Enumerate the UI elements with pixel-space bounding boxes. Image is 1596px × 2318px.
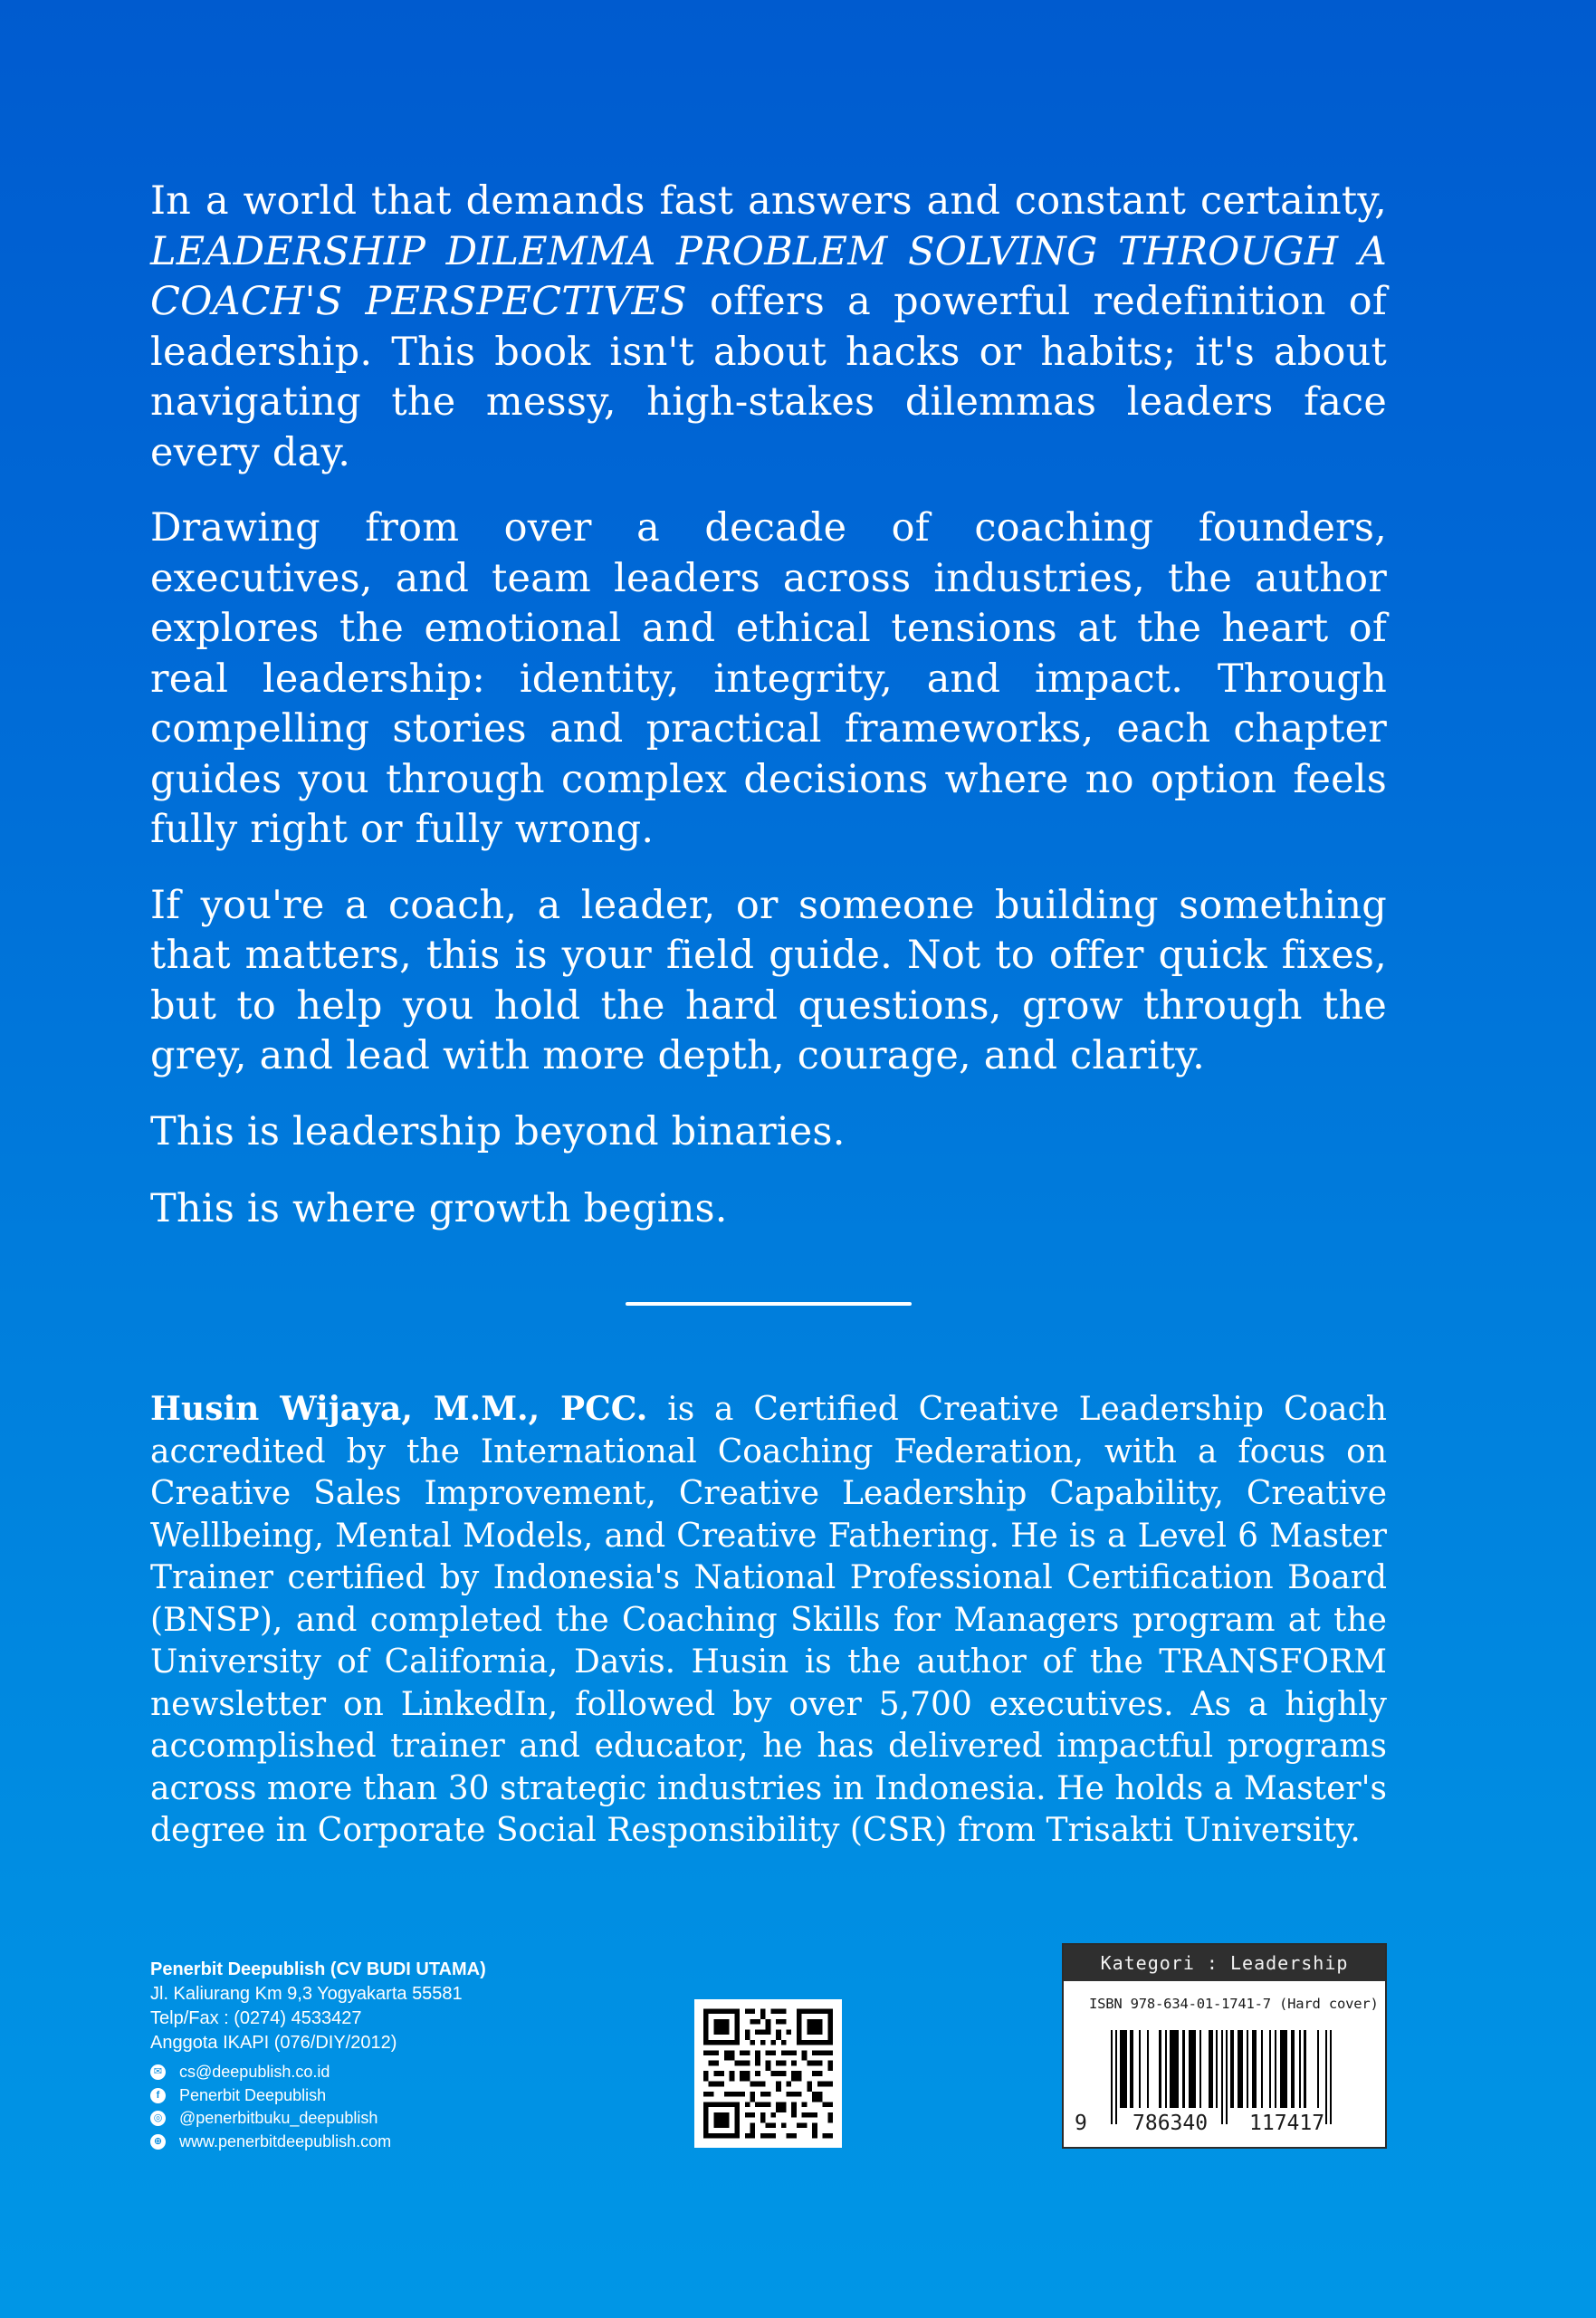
isbn-barcode-box [1062, 1943, 1387, 2149]
publisher-address: Jl. Kaliurang Km 9,3 Yogyakarta 55581 [150, 1984, 463, 2004]
facebook-icon: f [150, 2088, 166, 2103]
contact-website-text: www.penerbitdeepublish.com [179, 2131, 392, 2150]
barcode-icon [1111, 2030, 1346, 2124]
barcode-digit-first: 9 [1075, 2112, 1087, 2135]
blurb-paragraph-2: Drawing from over a decade of coaching founders, executives, and team leaders across industries, the author explores the emotional and ethical tensions at the heart of real leadership: identity, integrity, and impact. Through compelling stories and practical frameworks, each chapter guides you through complex decisions where no option feels fully right or fully wrong. [150, 505, 1387, 852]
instagram-icon: ◎ [150, 2111, 166, 2126]
contact-facebook[interactable] [150, 2084, 486, 2108]
contact-instagram-text: @penerbitbuku_deepublish [179, 2109, 378, 2128]
publisher-contacts [150, 2061, 486, 2153]
email-icon: ✉ [150, 2064, 166, 2080]
contact-email-text: cs@deepublish.co.id [179, 2063, 330, 2082]
blurb-tagline-1: This is leadership beyond binaries. [150, 1108, 846, 1154]
contact-email[interactable] [150, 2061, 486, 2084]
publisher-phone: Telp/Fax : (0274) 4533427 [150, 2008, 362, 2028]
qr-code-icon [703, 2008, 833, 2139]
publisher-name: Penerbit Deepublish (CV BUDI UTAMA) [150, 1959, 486, 1979]
publisher-membership: Anggota IKAPI (076/DIY/2012) [150, 2033, 397, 2053]
barcode-digits-right: 117417 [1249, 2112, 1325, 2135]
blurb-tagline-2: This is where growth begins. [150, 1186, 728, 1231]
isbn-number: ISBN 978-634-01-1741-7 (Hard cover) [1089, 1996, 1379, 2012]
blurb-rest-text: offers a powerful redefinition of leadership. This book isn't about hacks or habits; it's about navigating the messy, high-stakes dilemmas leaders face every day. [150, 279, 1387, 475]
contact-instagram[interactable] [150, 2107, 486, 2131]
blurb-intro-text: In a world that demands fast answers and constant certainty, [150, 178, 1387, 224]
publisher-info [150, 1958, 486, 2153]
globe-icon: ⊕ [150, 2134, 166, 2150]
barcode-digits-left: 786340 [1132, 2112, 1209, 2135]
category-label: Kategori : Leadership [1064, 1945, 1385, 1981]
blurb-paragraph-3: If you're a coach, a leader, or someone building something that matters, this is your field guide. Not to offer quick fixes, but to help you hold the hard questions, grow through the grey, and lead with more depth, courage, and clarity. [150, 882, 1387, 1078]
contact-website[interactable] [150, 2131, 486, 2154]
blurb-paragraph-1 [150, 177, 1387, 478]
book-blurb [150, 177, 1387, 1262]
author-bio-text: is a Certified Creative Leadership Coach accredited by the International Coaching Federation, with a focus on Creative Sales Improvement, Creative Leadership Capability, Creative Wellbeing, Mental Models, and Creative Fathering. He is a Level 6 Master Trainer certified by Indonesia's National Professional Certification Board (BNSP), and completed the Coaching Skills for Managers program at the University of California, Davis. Husin is the author of the TRANSFORM newsletter on LinkedIn, followed by over 5,700 executives. As a highly accomplished trainer and educator, he has delivered impactful programs across more than 30 strategic industries in Indonesia. He holds a Master's degree in Corporate Social Responsibility (CSR) from Trisakti University. [150, 1391, 1387, 1849]
author-bio [150, 1388, 1387, 1853]
author-bio-paragraph [150, 1388, 1387, 1853]
section-divider [626, 1302, 912, 1306]
qr-code[interactable] [694, 1999, 842, 2148]
contact-facebook-text: Penerbit Deepublish [179, 2085, 327, 2104]
book-title-inline: LEADERSHIP DILEMMA PROBLEM SOLVING THROUGH A COACH'S PERSPECTIVES [150, 228, 1387, 324]
author-name: Husin Wijaya, M.M., PCC. [150, 1390, 648, 1428]
